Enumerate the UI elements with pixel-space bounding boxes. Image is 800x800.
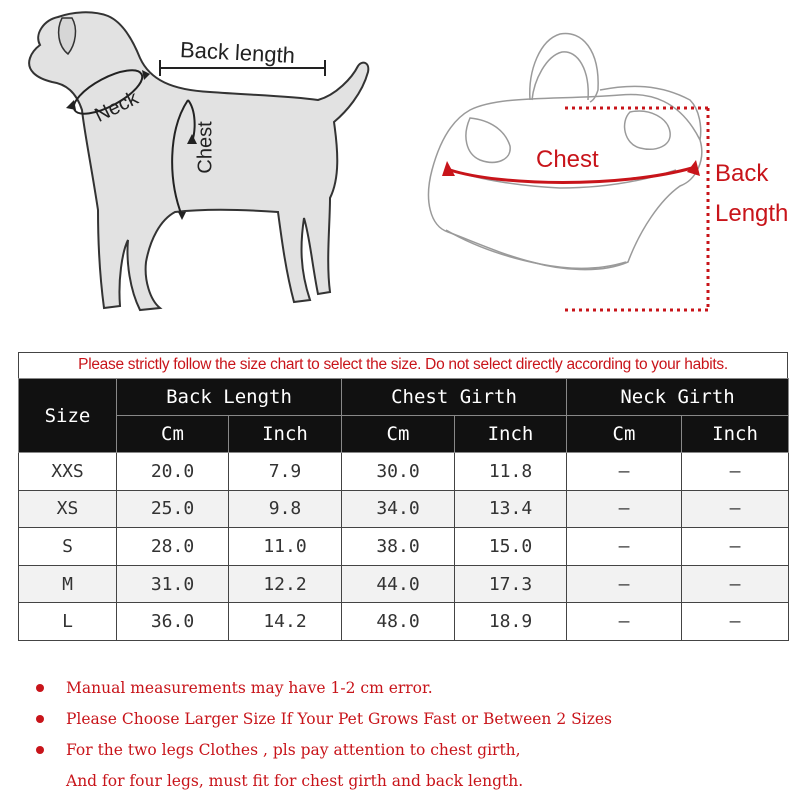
- neck-label: Neck: [91, 87, 142, 127]
- unit-header: Cm: [567, 416, 682, 453]
- unit-header: Cm: [117, 416, 229, 453]
- table-row: [19, 453, 789, 491]
- unit-header: Inch: [682, 416, 789, 453]
- neck-girth-header: Neck Girth: [567, 379, 789, 416]
- table-cell: 9.8: [229, 490, 342, 528]
- table-row: [19, 565, 789, 603]
- back-length-header: Back Length: [117, 379, 342, 416]
- list-item: [36, 707, 786, 738]
- table-cell: 44.0: [342, 565, 455, 603]
- table-cell: –: [682, 528, 789, 566]
- table-cell: –: [567, 565, 682, 603]
- back-length-label: Back length: [179, 37, 296, 68]
- table-cell: 48.0: [342, 603, 455, 641]
- table-cell: 11.0: [229, 528, 342, 566]
- list-item: [36, 738, 786, 769]
- table-cell: 31.0: [117, 565, 229, 603]
- table-cell: S: [19, 528, 117, 566]
- table-cell: –: [567, 603, 682, 641]
- table-cell: XS: [19, 490, 117, 528]
- table-cell: L: [19, 603, 117, 641]
- table-cell: –: [682, 453, 789, 491]
- note-text: Manual measurements may have 1-2 cm error.: [66, 679, 433, 697]
- dog-silhouette-image: [0, 0, 800, 345]
- notes-list: [36, 676, 786, 800]
- size-chart-table: [18, 378, 789, 641]
- garment-length-label: Length: [715, 200, 789, 227]
- table-cell: –: [567, 490, 682, 528]
- note-text: And for four legs, must fit for chest girth and back length.: [66, 772, 524, 790]
- table-cell: 25.0: [117, 490, 229, 528]
- table-cell: M: [19, 565, 117, 603]
- table-cell: 11.8: [455, 453, 567, 491]
- table-cell: –: [682, 603, 789, 641]
- size-header: Size: [19, 379, 117, 453]
- table-cell: –: [567, 453, 682, 491]
- table-cell: 30.0: [342, 453, 455, 491]
- table-cell: 17.3: [455, 565, 567, 603]
- table-cell: –: [682, 565, 789, 603]
- table-cell: XXS: [19, 453, 117, 491]
- bullet-dot-icon: [36, 715, 44, 723]
- note-text: Please Choose Larger Size If Your Pet Grows Fast or Between 2 Sizes: [66, 710, 612, 728]
- bullet-dot-icon: [36, 746, 44, 754]
- table-cell: –: [682, 490, 789, 528]
- list-item: [36, 676, 786, 707]
- note-text: For the two legs Clothes , pls pay attention to chest girth,: [66, 741, 521, 759]
- table-row: [19, 528, 789, 566]
- bullet-dot-icon: [36, 684, 44, 692]
- chest-label: Chest: [194, 121, 217, 174]
- table-cell: 14.2: [229, 603, 342, 641]
- unit-header: Inch: [229, 416, 342, 453]
- table-cell: 20.0: [117, 453, 229, 491]
- table-cell: 18.9: [455, 603, 567, 641]
- table-cell: 38.0: [342, 528, 455, 566]
- table-cell: 28.0: [117, 528, 229, 566]
- garment-chest-label: Chest: [536, 146, 599, 173]
- table-cell: 36.0: [117, 603, 229, 641]
- list-item: [36, 769, 786, 800]
- size-notice: Please strictly follow the size chart to select the size. Do not select directly according to your habits.: [18, 352, 788, 378]
- garment-back-label: Back: [715, 160, 769, 187]
- table-cell: –: [567, 528, 682, 566]
- table-cell: 7.9: [229, 453, 342, 491]
- chest-girth-header: Chest Girth: [342, 379, 567, 416]
- table-cell: 13.4: [455, 490, 567, 528]
- table-row: [19, 490, 789, 528]
- measurement-illustration: [0, 0, 800, 345]
- unit-header: Cm: [342, 416, 455, 453]
- table-row: [19, 603, 789, 641]
- unit-header: Inch: [455, 416, 567, 453]
- table-cell: 34.0: [342, 490, 455, 528]
- table-cell: 12.2: [229, 565, 342, 603]
- table-cell: 15.0: [455, 528, 567, 566]
